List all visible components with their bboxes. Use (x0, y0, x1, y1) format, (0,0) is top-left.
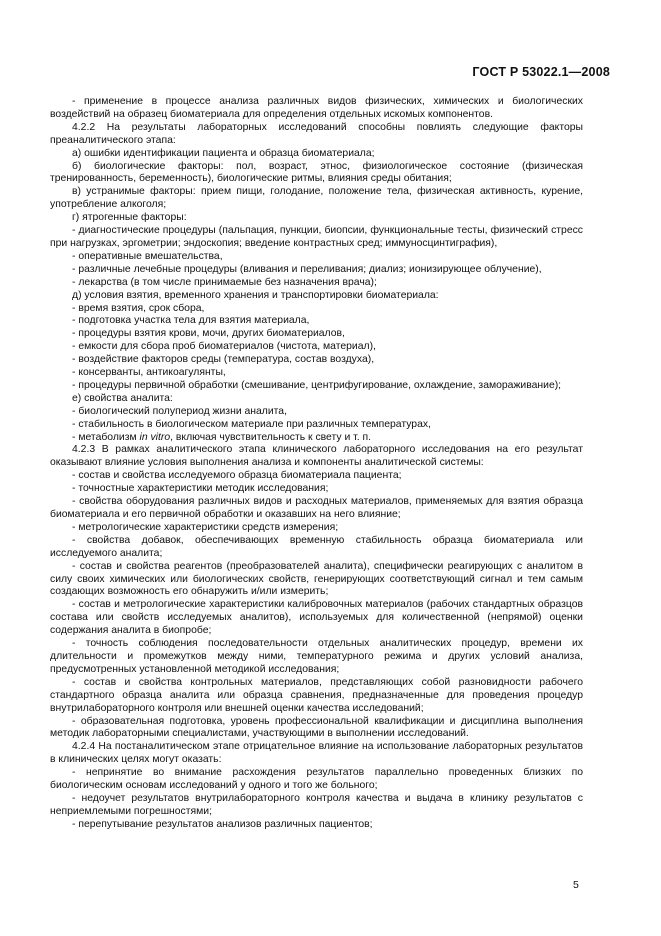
list-item-metabolism (50, 432, 583, 445)
clause-4-2-3: 4.2.3 В рамках аналитического этапа клинического лабораторного исследования на его результат оказывают влияние условия выполнения анализа и компоненты аналитической системы: (50, 444, 583, 469)
list-item: - емкости для сбора проб биоматериалов (чистота, материал), (72, 341, 376, 353)
metabolism-label: - метаболизм (72, 431, 137, 443)
list-item: - перепутывание результатов анализов различных пациентов; (72, 818, 373, 830)
list-item: - применение в процессе анализа различных видов физических, химических и биологических воздействий на образец биоматериала для определения отдельных искомых компонентов. (50, 96, 583, 120)
clause-4-2-4: 4.2.4 На постаналитическом этапе отрицательное влияние на использование лабораторных результатов в клинических целях могут оказать: (50, 741, 583, 766)
list-item: г) ятрогенные факторы: (72, 212, 187, 224)
list-item: - лекарства (в том числе принимаемые без назначения врача); (72, 276, 377, 288)
in-vitro-italic: in vitro (139, 431, 171, 443)
list-item: - время взятия, срок сбора, (72, 302, 205, 314)
list-item: - метрологические характеристики средств измерения; (72, 521, 339, 533)
list-item: - стабильность в биологическом материале при различных температурах, (72, 418, 431, 430)
list-item: - диагностические процедуры (пальпация, пункции, биопсии, функциональные тесты, физический стресс при нагрузках, эргометрии; эндоскопия; введение контрастных сред; иммуносцинтиграфия), (50, 225, 583, 249)
list-item: - непринятие во внимание расхождения результатов параллельно проведенных близких по биологическим основам исследований у одного и того же больного; (50, 767, 583, 792)
list-item: - различные лечебные процедуры (вливания и переливания; диализ; ионизирующее облучение), (72, 263, 542, 275)
list-item: - состав и свойства реагентов (преобразователей аналита), специфически реагирующих с аналитом в силу своих химических или биологических свойств, генерирующих соответствующий сигнал и тем самым создающих возможность его обнаружить и/или измерить; (50, 560, 583, 598)
list-item: - состав и свойства контрольных материалов, представляющих собой разновидности рабочего стандартного образца аналита или образца сравнения, предназначенные для проведения процедур внутрилабораторного контроля или внешней оценки качества исследований; (50, 676, 583, 714)
list-item: - точностные характеристики методик исследования; (72, 483, 329, 495)
list-item: б) биологические факторы: пол, возраст, этнос, физиологическое состояние (физическая тренированность, беременность), биологические ритмы, влияния среды обитания; (50, 160, 583, 185)
list-item: - процедуры взятия крови, мочи, других биоматериалов, (72, 328, 345, 340)
list-item: - биологический полупериод жизни аналита, (72, 405, 287, 417)
list-item: - свойства добавок, обеспечивающих временную стабильность образца биоматериала или исследуемого аналита; (50, 534, 583, 559)
document-body (50, 96, 583, 832)
list-item: д) условия взятия, временного хранения и транспортировки биоматериала: (72, 289, 439, 301)
list-item: в) устранимые факторы: прием пищи, голодание, положение тела, физическая активность, курение, употребление алкоголя; (50, 186, 583, 211)
list-item: - оперативные вмешательства, (72, 250, 223, 262)
list-item: - точность соблюдения последовательности отдельных аналитических процедур, времени их длительности и промежутков между ними, температурного режима и других условий анализа, предусмотренных установленной методикой исследования; (50, 638, 583, 675)
list-item: а) ошибки идентификации пациента и образца биоматериала; (72, 147, 375, 159)
list-item: - состав и метрологические характеристики калибровочных материалов (рабочих стандартных образцов состава или свойств исследуемых аналитов), используемых для количественной (непрямой) оценки содержания аналита в биопробе; (50, 599, 583, 637)
list-item: - воздействие факторов среды (температура, состав воздуха), (72, 354, 375, 366)
list-item: е) свойства аналита: (72, 392, 173, 404)
document-header: ГОСТ Р 53022.1—2008 (472, 65, 610, 79)
page-number: 5 (573, 879, 579, 891)
metabolism-tail: , включая чувствительность к свету и т. п. (170, 431, 372, 443)
list-item: - свойства оборудования различных видов и расходных материалов, применяемых для взятия образца биоматериала и его первичной обработки и оказавших на него влияние; (50, 496, 583, 520)
list-item: - состав и свойства исследуемого образца биоматериала пациента; (72, 470, 402, 482)
list-item: - недоучет результатов внутрилабораторного контроля качества и выдача в клинику результатов с неприемлемыми погрешностями; (50, 792, 583, 817)
list-item: - подготовка участка тела для взятия материала, (72, 315, 310, 327)
clause-4-2-2: 4.2.2 На результаты лабораторных исследований способны повлиять следующие факторы преаналитического этапа: (50, 121, 583, 146)
list-item: - процедуры первичной обработки (смешивание, центрифугирование, охлаждение, замораживание); (72, 379, 562, 391)
list-item: - образовательная подготовка, уровень профессиональной квалификации и дисциплина выполнения методик лабораторными специалистами, участвующими в выполнении исследований. (50, 715, 583, 740)
list-item: - консерванты, антикоагулянты, (72, 367, 226, 379)
